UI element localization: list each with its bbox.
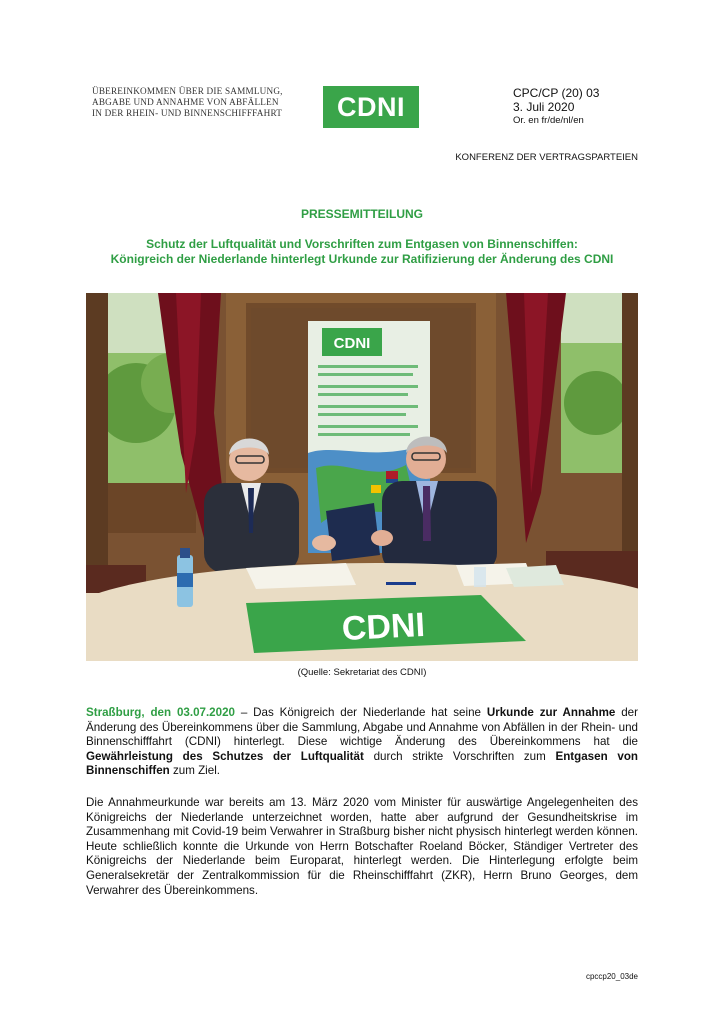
bold-run: Urkunde zur Annahme [486,706,616,719]
subtitle-line: Schutz der Luftqualität und Vorschriften zum Entgasen von Binnenschiffen: [146,237,578,251]
organization-name [92,86,283,119]
text-run: der Änderung des Übereinkommens über die Sammlung, Abgabe und Annahme von Abfällen in der Rhein- und Binnenschifffahrt (CDNI) hinterlegt. Diese wichtige Änderung des Übereinkommens hat die [86,706,638,749]
text-run: durch strikte Vorschriften zum [363,749,556,763]
org-line: IN DER RHEIN- UND BINNENSCHIFFFAHRT [92,108,283,118]
paragraph-2: Die Annahmeurkunde war bereits am 13. März 2020 vom Minister für auswärtige Angelegenheiten des Königreichs der Niederlande unterzeichnet worden, hatte aber aufgrund der Gesundheitskrise im Zusammenhang mit Covid-19 beim Verwahrer in Straßburg bisher nicht physisch hinterlegt werden können. Heute schließlich konnte die Urkunde von Herrn Botschafter Roeland Böcker, Ständiger Vertreter des Königreichs der Niederlande beim Europarat, hinterlegt werden. Die Hinterlegung erfolgte beim Generalsekretär der Zentralkommission für die Rheinschifffahrt (ZKR), Herrn Bruno Georges, dem Verwahrer des Übereinkommens. [86,796,638,897]
document-code: cpccp20_03de [585,972,638,981]
org-line: ABGABE UND ANNAHME VON ABFÄLLEN [92,97,279,107]
text-run: zum Ziel. [169,764,220,778]
org-line: ÜBEREINKOMMEN ÜBER DIE SAMMLUNG, [92,86,283,96]
text-run: – Das Königreich der Niederlande hat seine [234,706,487,719]
conference-label: KONFERENZ DER VERTRAGSPARTEIEN [455,152,638,163]
bold-run: Gewährleistung des Schutzes der Luftqualität [86,749,364,763]
banner-logo-text: CDNI [333,335,371,352]
document-reference: CPC/CP (20) 03 [513,86,600,100]
subtitle-line: Königreich der Niederlande hinterlegt Urkunde zur Ratifizierung der Änderung des CDNI [110,252,614,266]
logo-text: CDNI [337,91,405,122]
paragraph-1 [86,706,638,779]
document-reference-block [513,86,599,128]
bold-run: Entgasen von Binnenschiffen [86,749,638,778]
original-languages: Or. en fr/de/nl/en [513,115,584,126]
cdni-logo [323,86,419,128]
press-release-subtitle [60,237,664,267]
photo-caption: (Quelle: Sekretariat des CDNI) [297,667,427,678]
signing-photo [86,293,638,661]
press-release-title: PRESSEMITTEILUNG [300,207,423,221]
flag-text: CDNI [340,605,426,649]
dateline: Straßburg, den 03.07.2020 [86,706,235,719]
document-date: 3. Juli 2020 [513,100,575,114]
